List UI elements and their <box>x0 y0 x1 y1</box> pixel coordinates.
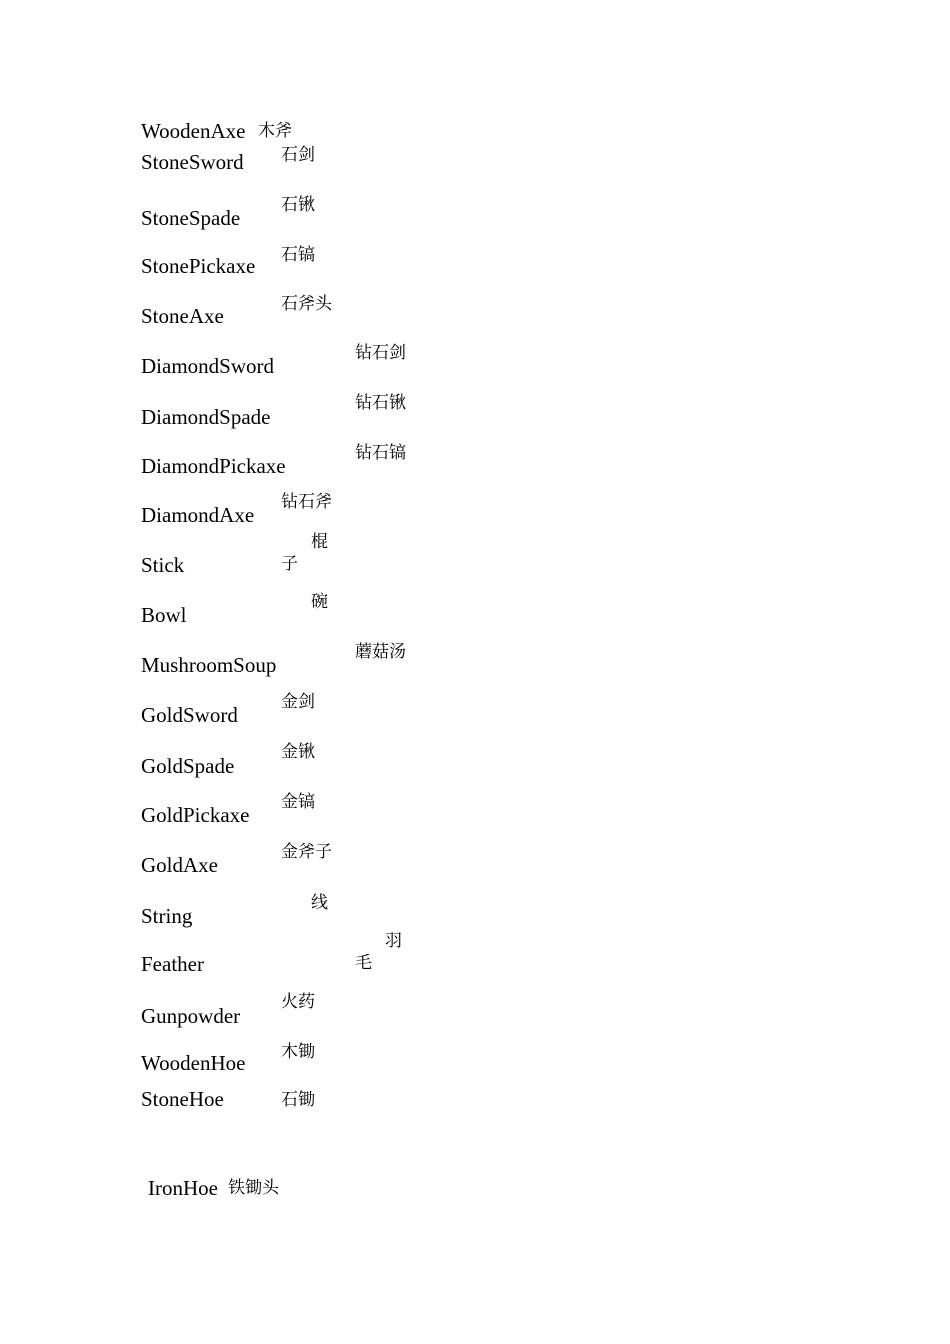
item-en-ironhoe: IronHoe <box>148 1176 218 1200</box>
item-en-string: String <box>141 904 193 928</box>
item-zh-feather-part2: 毛 <box>355 953 372 973</box>
item-zh-woodenhoe: 木锄 <box>281 1042 315 1062</box>
item-en-stonespade: StoneSpade <box>141 206 241 230</box>
item-zh-gunpowder: 火药 <box>281 992 315 1012</box>
item-zh-stonehoe: 石锄 <box>281 1090 315 1110</box>
item-zh-goldaxe: 金斧子 <box>281 842 332 862</box>
item-zh-woodenaxe: 木斧 <box>258 121 292 141</box>
item-zh-goldpickaxe: 金镐 <box>281 792 315 812</box>
item-en-diamondaxe: DiamondAxe <box>141 503 255 527</box>
item-zh-ironhoe: 铁锄头 <box>228 1178 279 1198</box>
item-zh-stoneaxe: 石斧头 <box>281 294 332 314</box>
item-zh-stonespade: 石锹 <box>281 195 315 215</box>
item-en-goldspade: GoldSpade <box>141 754 235 778</box>
item-zh-diamondaxe: 钻石斧 <box>281 492 332 512</box>
item-en-diamondsword: DiamondSword <box>141 354 274 378</box>
item-zh-mushroomsoup: 蘑菇汤 <box>355 642 406 662</box>
item-en-stoneaxe: StoneAxe <box>141 304 224 328</box>
item-en-stonehoe: StoneHoe <box>141 1087 224 1111</box>
item-en-goldpickaxe: GoldPickaxe <box>141 803 250 827</box>
item-en-stonesword: StoneSword <box>141 150 244 174</box>
item-zh-diamondsword: 钻石剑 <box>355 343 406 363</box>
item-zh-string: 线 <box>311 893 328 913</box>
item-zh-diamondpickaxe: 钻石镐 <box>355 443 406 463</box>
item-zh-stick-part1: 棍 <box>311 532 328 552</box>
item-en-mushroomsoup: MushroomSoup <box>141 653 277 677</box>
item-en-diamondpickaxe: DiamondPickaxe <box>141 454 286 478</box>
item-zh-bowl: 碗 <box>311 592 328 612</box>
item-en-gunpowder: Gunpowder <box>141 1004 241 1028</box>
item-zh-diamondspade: 钻石锹 <box>355 393 406 413</box>
item-en-woodenhoe: WoodenHoe <box>141 1051 246 1075</box>
item-zh-goldsword: 金剑 <box>281 692 315 712</box>
item-en-stick: Stick <box>141 553 185 577</box>
item-en-stonepickaxe: StonePickaxe <box>141 254 256 278</box>
item-zh-stonesword: 石剑 <box>281 145 315 165</box>
item-zh-stonepickaxe: 石镐 <box>281 245 315 265</box>
item-en-diamondspade: DiamondSpade <box>141 405 271 429</box>
item-en-feather: Feather <box>141 952 204 976</box>
item-zh-stick-part2: 子 <box>281 554 298 574</box>
item-en-goldsword: GoldSword <box>141 703 238 727</box>
item-en-bowl: Bowl <box>141 603 187 627</box>
item-zh-feather-part1: 羽 <box>385 931 402 951</box>
item-en-woodenaxe: WoodenAxe <box>141 119 246 143</box>
item-en-goldaxe: GoldAxe <box>141 853 218 877</box>
item-zh-goldspade: 金锹 <box>281 742 315 762</box>
